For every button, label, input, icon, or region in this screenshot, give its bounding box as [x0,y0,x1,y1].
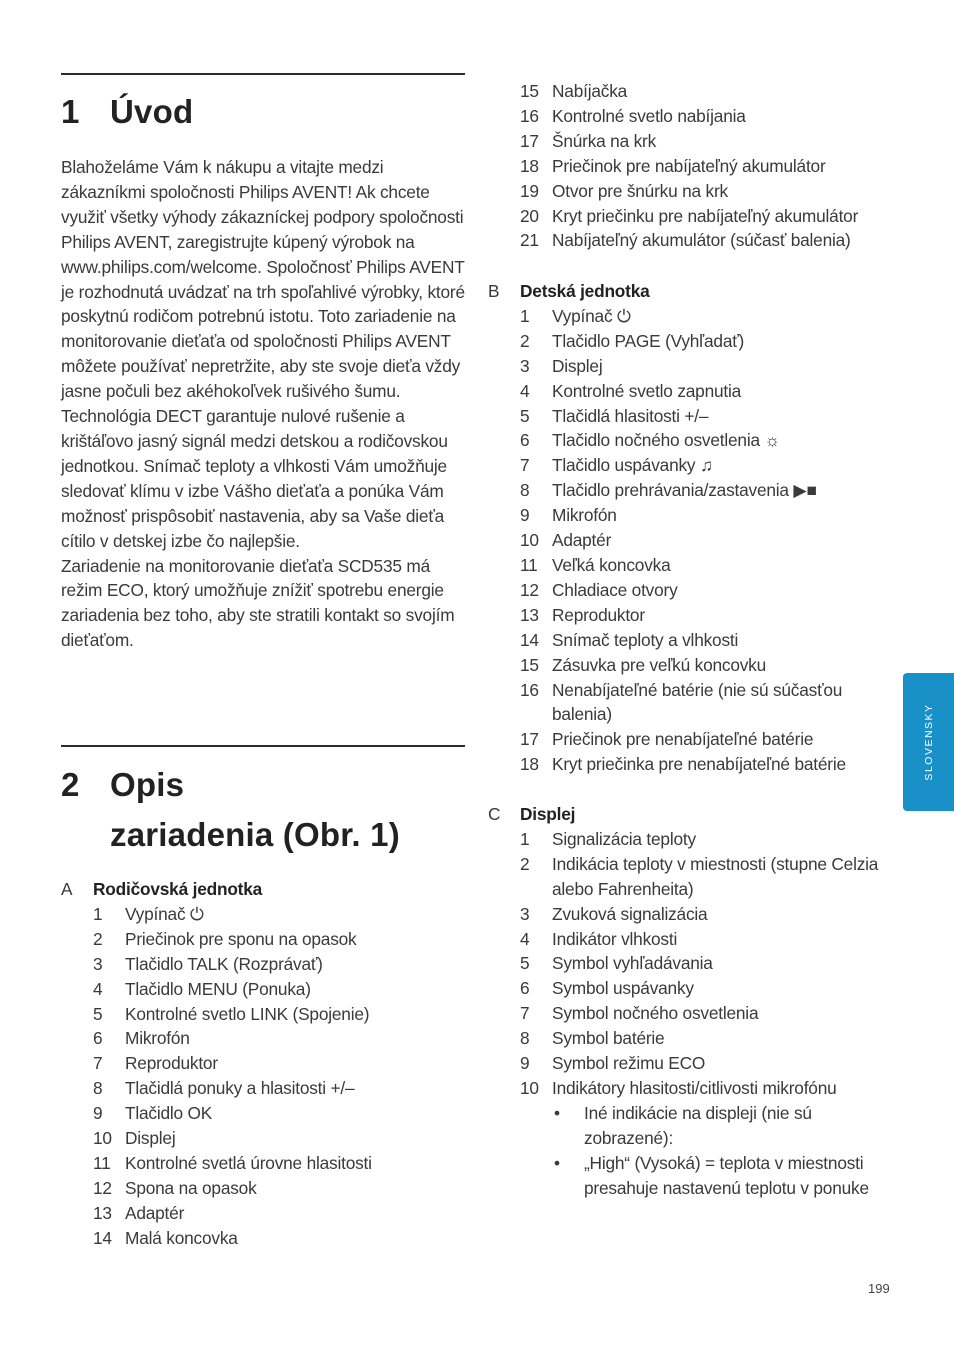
group-a-item [93,1026,471,1051]
group-a-list [61,877,471,1251]
group-a-item [520,228,893,253]
group-a-item-text: Nabíjačka [552,81,628,101]
group-b-item [520,628,893,653]
group-a-item [520,154,893,179]
group-a-item-number: 9 [93,1103,103,1124]
group-a-item-text: Reproduktor [125,1053,218,1074]
group-a-item-text: Kontrolné svetlá úrovne hlasitosti [125,1152,372,1173]
page-number: 199 [868,1281,890,1296]
group-c-item-text: Zvuková signalizácia [552,903,708,924]
group-b-item-text: Vypínač ⏻ [552,305,631,326]
group-b-item [520,653,893,678]
group-c-item [520,852,893,902]
group-b-item-text: Veľká koncovka [552,554,671,575]
language-tab-label: SLOVENSKY [922,703,935,781]
group-c-bullet-text: „High“ (Vysoká) = teplota v miestnosti presahuje nastavenú teplotu v ponuke [584,1152,869,1198]
group-a-item-text: Kontrolné svetlo nabíjania [552,105,746,126]
group-c-bullet-text: Iné indikácie na displeji (nie sú zobrazené): [584,1102,812,1148]
group-b-item-number: 12 [520,579,539,600]
group-a-item-text: Displej [125,1128,176,1149]
group-a-item [93,902,471,927]
group-a-item-text: Kontrolné svetlo LINK (Spojenie) [125,1003,370,1024]
group-c-item-text: Symbol nočného osvetlenia [552,1003,759,1024]
group-a-item [93,1126,471,1151]
group-a-item-number: 13 [93,1202,112,1223]
group-a-item-number: 12 [93,1177,112,1198]
group-a-item-number: 17 [520,130,539,151]
group-b-item [520,553,893,578]
group-c-item-text: Indikácia teploty v miestnosti (stupne Celzia alebo Fahrenheita) [552,853,879,899]
group-a-item-text: Tlačidlo OK [125,1103,213,1124]
group-b-item-number: 4 [520,380,530,401]
section-1-title: Úvod [110,93,194,130]
group-b-item-number: 17 [520,729,539,750]
group-b-item-text: Tlačidlo prehrávania/zastavenia ▶■ [552,480,817,501]
group-a-item-text: Priečinok pre nabíjateľný akumulátor [552,155,826,176]
group-b-letter: B [488,281,500,301]
group-c-title: Displej [520,804,576,824]
group-b-item [520,752,893,777]
group-c-item-number: 6 [520,978,530,999]
group-c-item [520,827,893,852]
group-a-item [93,977,471,1002]
group-b-item-number: 2 [520,330,530,351]
group-b-list [488,279,893,777]
group-a-item [520,129,893,154]
group-a-item [93,1151,471,1176]
group-b-item [520,329,893,354]
group-b-item [520,354,893,379]
group-a-item [93,1076,471,1101]
group-a-item-number: 10 [93,1128,112,1149]
group-c-item-text: Symbol vyhľadávania [552,953,713,974]
group-b-item [520,503,893,528]
group-c-item [520,1051,893,1076]
group-a-items-continued [488,79,893,253]
group-a-item-text: Šnúrka na krk [552,130,657,151]
group-b-items [488,304,893,777]
group-b-item-number: 7 [520,455,530,476]
section-1-number: 1 [61,93,80,130]
group-a-item-number: 16 [520,105,539,126]
group-c-list [488,802,893,1201]
group-c-item-text: Symbol režimu ECO [552,1053,706,1074]
bullet-icon: • [554,1152,560,1173]
group-b-item-text: Tlačidlo uspávanky ♫ [552,455,713,476]
group-b-item-text: Reproduktor [552,604,645,625]
section-2-number: 2 [61,766,80,803]
group-a-item-number: 8 [93,1078,103,1099]
group-c-item-text: Symbol batérie [552,1028,665,1049]
group-b-item [520,528,893,553]
group-c-items [488,827,893,1101]
group-a-item-text: Vypínač ⏻ [125,903,204,924]
group-c-bullets [488,1101,893,1201]
group-c-item [520,1001,893,1026]
group-b-item-number: 8 [520,480,530,501]
group-a-item-text: Tlačidlo MENU (Ponuka) [125,978,311,999]
group-c-item-number: 1 [520,828,530,849]
language-tab [903,673,954,811]
group-a-item-text: Tlačidlo TALK (Rozprávať) [125,953,323,974]
group-a-item-number: 3 [93,953,103,974]
group-b-item-number: 9 [520,505,530,526]
group-b-item-text: Adaptér [552,530,612,551]
group-a-item-text: Priečinok pre sponu na opasok [125,928,357,949]
group-a-continued-list [488,79,893,253]
group-c-heading [488,802,893,827]
group-a-item-text: Adaptér [125,1202,185,1223]
group-b-item-text: Mikrofón [552,505,617,526]
group-b-item-number: 11 [520,554,538,575]
group-b-item [520,478,893,503]
group-a-item-text: Spona na opasok [125,1177,257,1198]
group-a-item [93,1101,471,1126]
group-a-item-number: 15 [520,81,539,101]
group-a-item [520,179,893,204]
group-a-heading [61,877,471,902]
group-a-items [61,902,471,1251]
group-c-item-number: 10 [520,1077,539,1098]
group-c-letter: C [488,804,501,824]
section-2-heading [61,760,400,860]
group-c-item-number: 2 [520,853,530,874]
group-c-item-number: 3 [520,903,530,924]
group-b-item [520,453,893,478]
group-c-bullet-item [552,1101,893,1151]
group-b-item-number: 15 [520,654,539,675]
group-b-item [520,678,893,728]
group-c-item [520,951,893,976]
section-1-heading [61,87,193,137]
group-c-item-text: Indikátor vlhkosti [552,928,678,949]
group-b-item-text: Tlačidlo nočného osvetlenia ☼ [552,430,781,451]
group-a-item [93,1002,471,1027]
group-c-item-text: Indikátory hlasitosti/citlivosti mikrofónu [552,1077,837,1098]
intro-paragraph-2: Zariadenie na monitorovanie dieťaťa SCD535 má režim ECO, ktorý umožňuje znížiť spotrebu energie zariadenia bez toho, aby ste stratili kontakt so svojím dieťaťom. [61,555,455,651]
group-b-title: Detská jednotka [520,281,650,301]
group-b-item-text: Nenabíjateľné batérie (nie sú súčasťou balenia) [552,679,843,725]
group-b-item [520,404,893,429]
group-a-item-number: 11 [93,1152,111,1173]
group-b-item-number: 13 [520,604,539,625]
group-a-item [93,1201,471,1226]
group-b-item-text: Kontrolné svetlo zapnutia [552,380,742,401]
bullet-icon: • [554,1102,560,1123]
group-a-item [93,952,471,977]
group-a-item-text: Kryt priečinku pre nabíjateľný akumulátor [552,205,859,226]
group-a-item-text: Mikrofón [125,1028,190,1049]
group-a-item [520,79,893,104]
group-a-item-number: 19 [520,180,539,201]
group-c-item-number: 5 [520,953,530,974]
section-2-title-line-1: Opis [110,766,185,803]
group-a-item [93,927,471,952]
group-b-item-number: 14 [520,629,539,650]
group-b-item-text: Displej [552,355,603,376]
group-a-item [93,1051,471,1076]
group-b-item-number: 1 [520,305,530,326]
group-c-item-number: 4 [520,928,530,949]
group-c-item [520,1076,893,1101]
group-b-item-number: 18 [520,754,539,775]
section-1-rule [61,73,465,75]
group-a-item-text: Otvor pre šnúrku na krk [552,180,728,201]
intro-paragraph-1: Blahoželáme Vám k nákupu a vitajte medzi zákazníkmi spoločnosti Philips AVENT! Ak chcete využiť všetky výhody zákazníckej podpory spoločnosti Philips AVENT, zaregistrujte kúpený výrobok na www.philips.com/welcome. Spoločnosť Philips AVENT je rozhodnutá uvádzať na trh spoľahlivé výrobky, ktoré poskytnú rodičom potrebnú istotu. Toto zariadenie na monitorovanie dieťaťa od spoločnosti Philips AVENT môžete používať nepretržite, aby ste svoje dieťa vždy jasne počuli bez akéhokoľvek rušivého šumu. Technológia DECT garantuje nulové rušenie a krištáľovo jasný signál medzi detskou a rodičovskou jednotkou. Snímač teploty a vlhkosti Vám umožňuje sledovať klímu v izbe Vášho dieťaťa a ponúka Vám možnosť prispôsobiť nastavenia, aby sa Vaše dieťa cítilo v detskej izbe čo najlepšie. [61,157,465,551]
group-a-item [520,204,893,229]
group-c-item-text: Signalizácia teploty [552,828,696,849]
group-a-item-number: 5 [93,1003,103,1024]
group-a-item-number: 20 [520,205,539,226]
group-a-letter: A [61,879,73,899]
group-a-item-number: 4 [93,978,103,999]
group-c-item [520,976,893,1001]
group-b-item-text: Tlačidlo PAGE (Vyhľadať) [552,330,745,351]
section-2-rule [61,745,465,747]
group-b-item-number: 3 [520,355,530,376]
group-b-item [520,304,893,329]
group-b-item-text: Kryt priečinka pre nenabíjateľné batérie [552,754,846,775]
group-c-bullet-item [552,1151,893,1201]
group-b-item-text: Zásuvka pre veľkú koncovku [552,654,767,675]
group-b-item-number: 16 [520,679,539,700]
group-b-item [520,379,893,404]
group-a-item-number: 7 [93,1053,103,1074]
group-a-item [520,104,893,129]
group-b-item [520,727,893,752]
section-1-body [61,155,471,653]
group-b-heading [488,279,893,304]
group-b-item-text: Priečinok pre nenabíjateľné batérie [552,729,814,750]
group-a-title: Rodičovská jednotka [93,879,263,899]
group-c-item-number: 8 [520,1028,530,1049]
group-c-item-number: 7 [520,1003,530,1024]
group-a-item [93,1226,471,1251]
group-a-item-number: 18 [520,155,539,176]
group-a-item-text: Malá koncovka [125,1227,238,1248]
group-a-item [93,1176,471,1201]
section-2-title-line-2: zariadenia (Obr. 1) [110,816,400,853]
group-b-item [520,428,893,453]
group-b-item-text: Chladiace otvory [552,579,678,600]
group-c-item [520,1026,893,1051]
group-b-item-number: 6 [520,430,530,451]
group-b-item-text: Snímač teploty a vlhkosti [552,629,739,650]
group-a-item-text: Tlačidlá ponuky a hlasitosti +/– [125,1078,355,1099]
group-b-item-number: 5 [520,405,530,426]
group-c-item-number: 9 [520,1053,530,1074]
group-c-item [520,902,893,927]
group-c-item-text: Symbol uspávanky [552,978,694,999]
group-a-item-number: 14 [93,1227,112,1248]
group-a-item-number: 6 [93,1028,103,1049]
group-b-item-number: 10 [520,530,539,551]
group-c-item [520,927,893,952]
group-a-item-text: Nabíjateľný akumulátor (súčasť balenia) [552,230,851,251]
group-b-item-text: Tlačidlá hlasitosti +/– [552,405,709,426]
group-b-item [520,578,893,603]
group-a-item-number: 21 [520,230,539,251]
group-a-item-number: 2 [93,928,103,949]
group-a-item-number: 1 [93,903,103,924]
group-b-item [520,603,893,628]
